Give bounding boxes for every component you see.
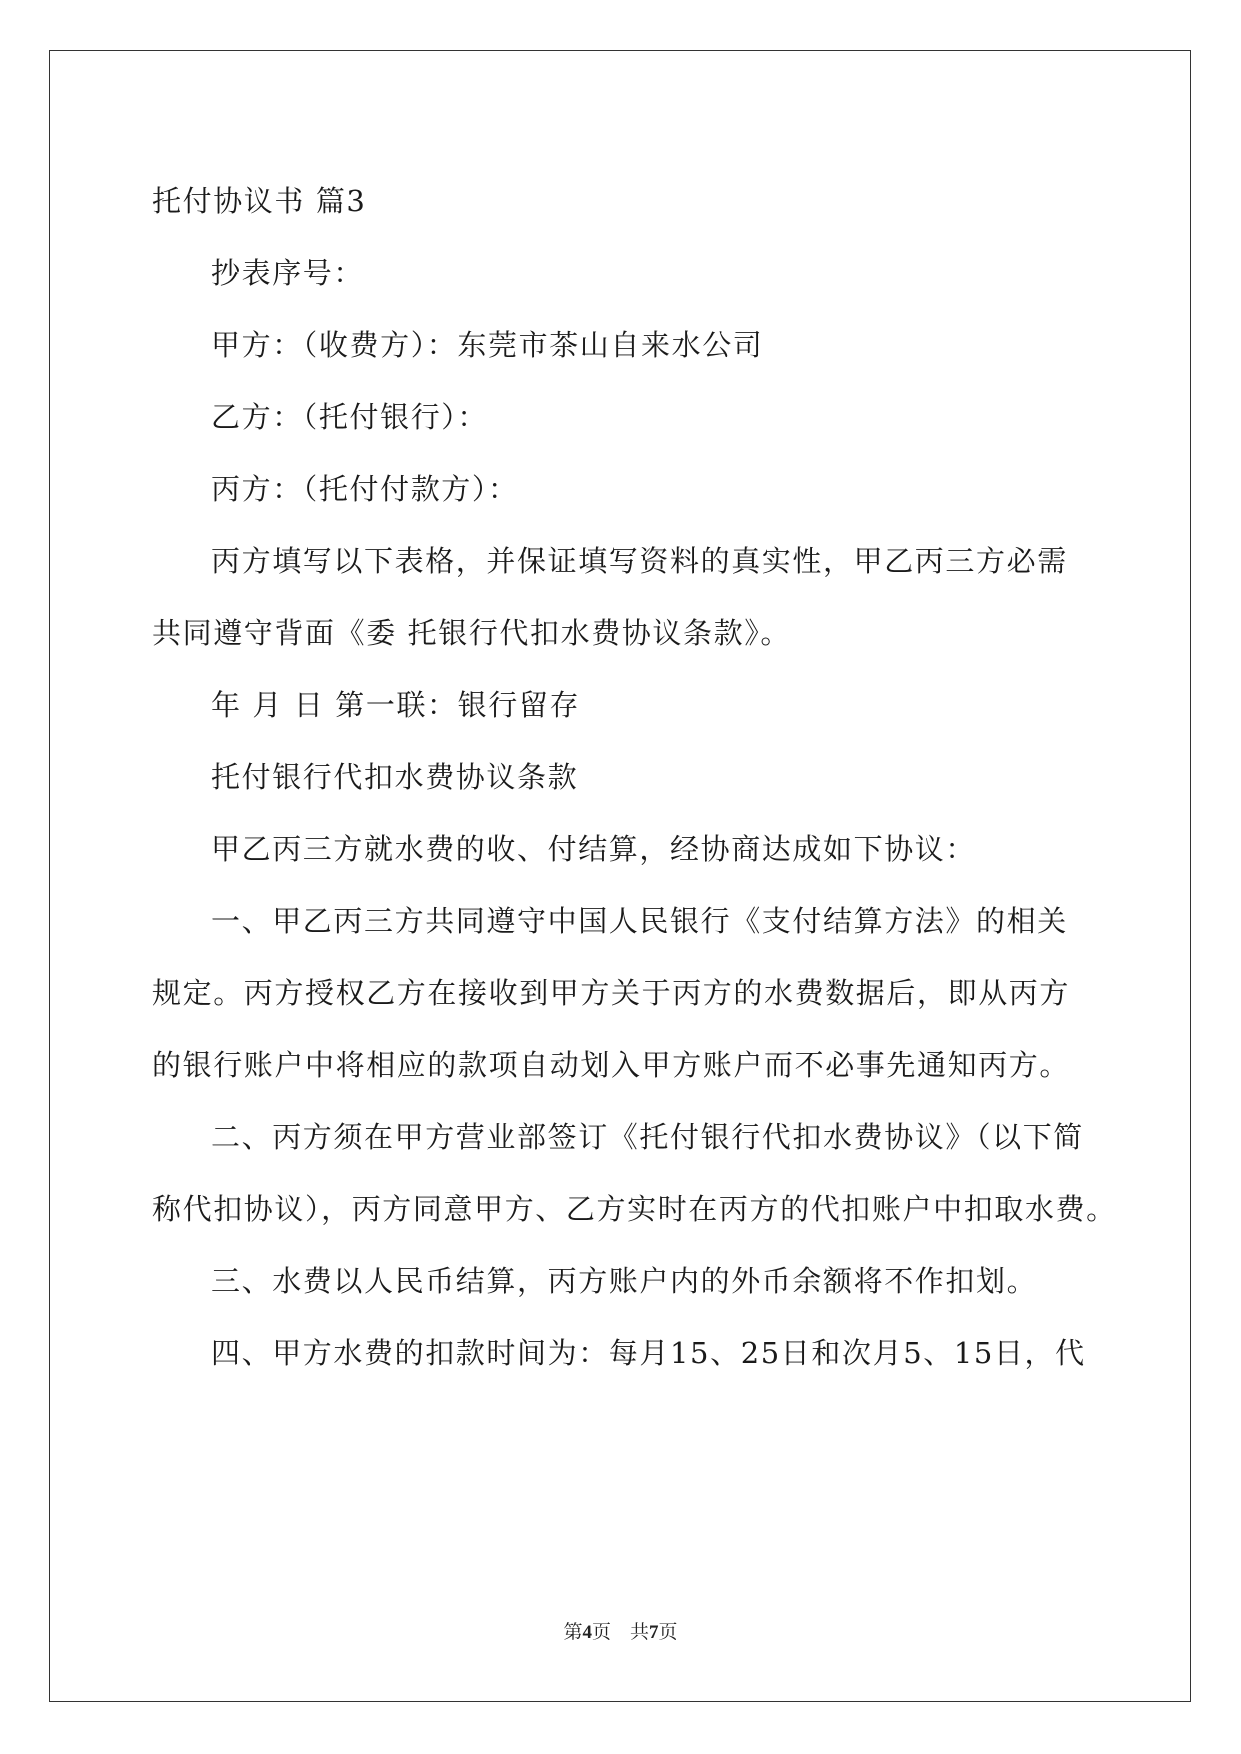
party-c: 丙方：（托付付款方）： — [211, 472, 519, 506]
clause-3-line: 三、水费以人民币结算，丙方账户内的外币余额将不作扣划。 — [211, 1264, 1038, 1298]
total-page-count: 7 — [649, 1622, 659, 1643]
current-page-number: 4 — [582, 1622, 592, 1643]
clause-1-line: 的银行账户中将相应的款项自动划入甲方账户而不必事先通知丙方。 — [152, 1048, 1071, 1082]
section-heading: 托付银行代扣水费协议条款 — [211, 760, 579, 794]
clause-2-line: 称代扣协议），丙方同意甲方、乙方实时在丙方的代扣账户中扣取水费。 — [152, 1192, 1117, 1226]
party-b: 乙方：（托付银行）： — [211, 400, 489, 434]
paragraph-line: 共同遵守背面《委 托银行代扣水费协议条款》。 — [152, 616, 791, 650]
date-copy-line: 年 月 日 第一联：银行留存 — [211, 688, 581, 722]
clause-1-line: 规定。丙方授权乙方在接收到甲方关于丙方的水费数据后，即从丙方 — [152, 976, 1071, 1010]
party-a: 甲方：（收费方）：东莞市茶山自来水公司 — [211, 328, 764, 362]
page-footer — [0, 1617, 1241, 1644]
document-title: 托付协议书 篇3 — [152, 184, 367, 218]
footer-prefix: 第 — [563, 1622, 583, 1643]
meter-reading-number: 抄表序号： — [211, 256, 365, 290]
footer-middle: 页 共 — [591, 1622, 649, 1643]
clause-4-line: 四、甲方水费的扣款时间为：每月15、25日和次月5、15日，代 — [211, 1336, 1086, 1370]
document-body — [152, 165, 1117, 1389]
footer-suffix: 页 — [658, 1622, 678, 1643]
clause-2-line: 二、丙方须在甲方营业部签订《托付银行代扣水费协议》（以下简 — [211, 1120, 1084, 1154]
paragraph-line: 甲乙丙三方就水费的收、付结算，经协商达成如下协议： — [211, 832, 977, 866]
clause-1-line: 一、甲乙丙三方共同遵守中国人民银行《支付结算方法》的相关 — [211, 904, 1068, 938]
paragraph-line: 丙方填写以下表格，并保证填写资料的真实性，甲乙丙三方必需 — [211, 544, 1068, 578]
